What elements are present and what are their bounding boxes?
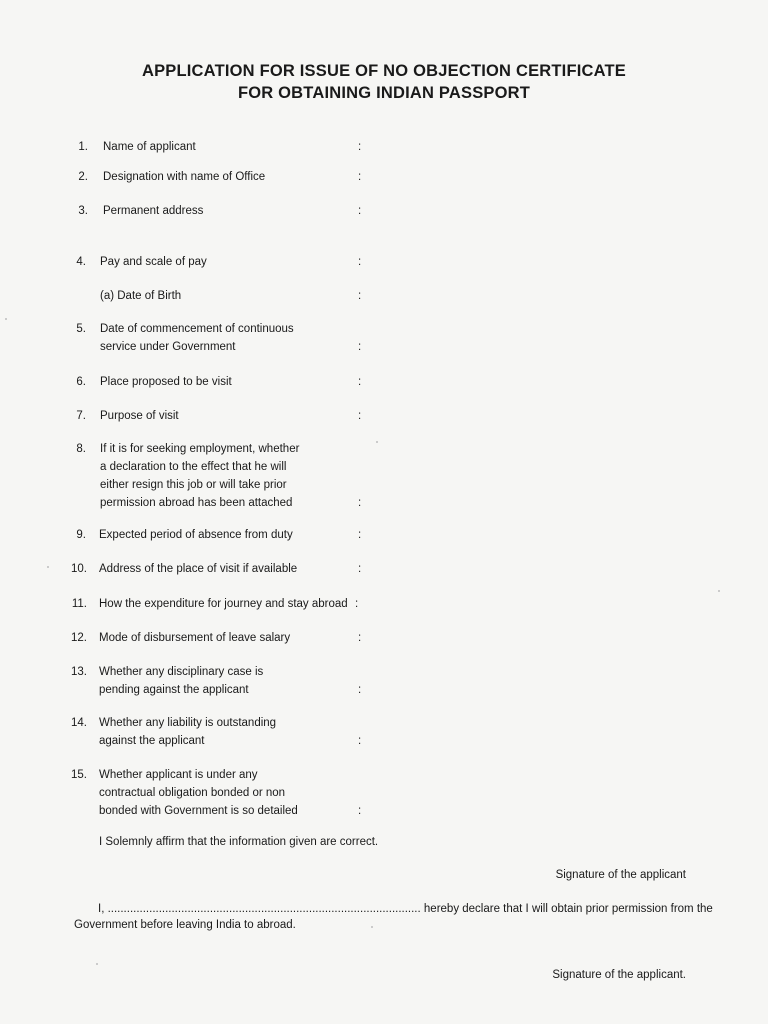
scan-speck [47, 566, 49, 568]
scan-speck [96, 963, 98, 965]
answer-separator: : [358, 290, 362, 302]
item-number: 5. [76, 323, 86, 335]
item-label [99, 526, 293, 544]
affirmation-statement: I Solemnly affirm that the information given are correct. [99, 836, 379, 848]
item-label [100, 253, 207, 271]
applicant-signature-label: Signature of the applicant [555, 869, 686, 881]
item-label-line: a declaration to the effect that he will [100, 461, 287, 473]
scan-speck [718, 590, 720, 592]
item-label-line: bonded with Government is so detailed [99, 805, 298, 817]
item-label-line: against the applicant [99, 735, 205, 747]
item-label-line: Whether any disciplinary case is [99, 666, 264, 678]
declaration-name-blank: I, .................................................................................................. [98, 903, 421, 915]
answer-separator: : [358, 205, 362, 217]
item-label-line: contractual obligation bonded or non [99, 787, 286, 799]
item-label-line: Expected period of absence from duty [99, 529, 293, 541]
answer-separator: : [358, 497, 362, 509]
item-number: 7. [76, 410, 86, 422]
answer-separator: : [358, 563, 362, 575]
item-label [103, 202, 203, 220]
form-title-line-1: APPLICATION FOR ISSUE OF NO OBJECTION CERTIFICATE [141, 62, 627, 80]
item-label-line: Purpose of visit [100, 410, 179, 422]
item-label [99, 595, 348, 613]
declaration-line-2: Government before leaving India to abroad. [74, 919, 296, 931]
item-number: 15. [71, 769, 87, 781]
applicant-signature-label-2: Signature of the applicant. [552, 969, 686, 981]
item-label-line: either resign this job or will take prior [100, 479, 287, 491]
item-label-line: If it is for seeking employment, whether [100, 443, 300, 455]
item-label-line: Pay and scale of pay [100, 256, 207, 268]
item-label [103, 168, 265, 186]
item-label [100, 440, 299, 512]
answer-separator: : [358, 141, 362, 153]
item-number: 1. [78, 141, 88, 153]
item-number: 2. [78, 171, 88, 183]
form-title-line-2: FOR OBTAINING INDIAN PASSPORT [237, 84, 531, 102]
item-number: 12. [71, 632, 87, 644]
answer-separator: : [358, 632, 362, 644]
item-label [100, 373, 232, 391]
item-number: 8. [76, 443, 86, 455]
item-label [100, 287, 181, 305]
item-number: 13. [71, 666, 87, 678]
answer-separator: : [358, 410, 362, 422]
item-label-line: Permanent address [103, 205, 204, 217]
answer-separator: : [358, 256, 362, 268]
item-number: 14. [71, 717, 87, 729]
item-label [99, 766, 298, 820]
answer-separator: : [358, 529, 362, 541]
scan-speck [371, 926, 373, 928]
answer-separator: : [358, 171, 362, 183]
item-label-line: service under Government [100, 341, 236, 353]
item-label-line: Designation with name of Office [103, 171, 266, 183]
item-label [100, 320, 294, 356]
item-label-line: permission abroad has been attached [100, 497, 293, 509]
item-label-line: Mode of disbursement of leave salary [99, 632, 291, 644]
item-label-line: Address of the place of visit if available [99, 563, 298, 575]
item-label-line: Whether any liability is outstanding [99, 717, 277, 729]
item-number: 9. [76, 529, 86, 541]
item-number: 4. [76, 256, 86, 268]
item-label [103, 138, 196, 156]
item-label-line: Name of applicant [103, 141, 196, 153]
item-label [99, 714, 276, 750]
item-number: 10. [71, 563, 87, 575]
item-label [99, 663, 263, 699]
answer-separator: : [358, 376, 362, 388]
item-label [99, 629, 290, 647]
answer-separator: : [358, 735, 362, 747]
answer-separator: : [355, 598, 359, 610]
answer-separator: : [358, 805, 362, 817]
item-label-line: (a) Date of Birth [100, 290, 182, 302]
item-label [100, 407, 179, 425]
declaration-text: hereby declare that I will obtain prior permission from the [423, 903, 713, 915]
item-label-line: Whether applicant is under any [99, 769, 258, 781]
item-number: 3. [78, 205, 88, 217]
item-number: 11. [71, 598, 87, 610]
item-number: 6. [76, 376, 86, 388]
item-label-line: How the expenditure for journey and stay abroad [99, 598, 348, 610]
item-label-line: Place proposed to be visit [100, 376, 232, 388]
item-label-line: pending against the applicant [99, 684, 249, 696]
item-label-line: Date of commencement of continuous [100, 323, 294, 335]
answer-separator: : [358, 341, 362, 353]
item-label [99, 560, 297, 578]
scan-speck [5, 318, 7, 320]
answer-separator: : [358, 684, 362, 696]
scan-speck [376, 441, 378, 443]
